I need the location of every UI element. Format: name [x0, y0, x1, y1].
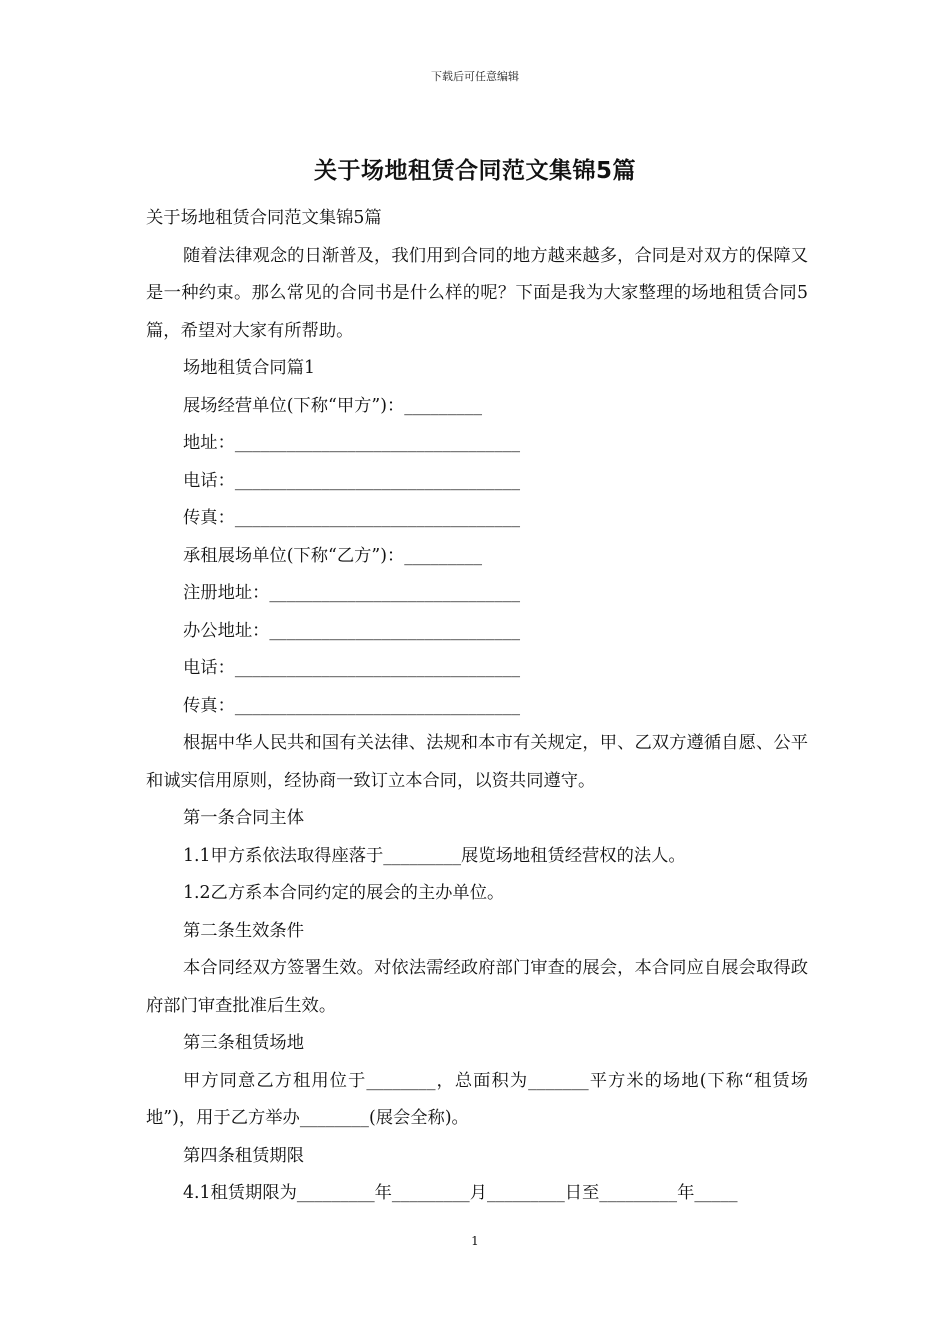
article-1-1: 1.1甲方系依法取得座落于_________展览场地租赁经营权的法人。	[183, 845, 686, 866]
party-b-fax: 传真：_________________________________	[183, 695, 520, 716]
party-b-phone: 电话：_________________________________	[183, 658, 520, 678]
party-a-phone: 电话：_________________________________	[183, 470, 520, 491]
article-3-text: 甲方同意乙方租用位于________，总面积为_______平方米的场地(下称“租赁场地”)，用于乙方举办________(展会全称)。	[146, 1070, 808, 1128]
document-body	[146, 200, 808, 1213]
contract-heading: 场地租赁合同篇1	[183, 358, 315, 378]
article-2-heading: 第二条生效条件	[183, 920, 304, 941]
article-1-heading: 第一条合同主体	[183, 808, 304, 828]
party-a-line: 展场经营单位(下称“甲方”)：_________	[183, 395, 483, 416]
article-1-2: 1.2乙方系本合同约定的展会的主办单位。	[183, 883, 505, 903]
subtitle: 关于场地租赁合同范文集锦5篇	[146, 208, 382, 228]
article-3-heading: 第三条租赁场地	[183, 1033, 304, 1053]
party-b-reg-address: 注册地址：_____________________________	[183, 583, 520, 603]
header-note: 下载后可任意编辑	[431, 70, 519, 83]
party-b-office-address: 办公地址：_____________________________	[183, 620, 520, 641]
party-b-line: 承租展场单位(下称“乙方”)：_________	[183, 545, 483, 566]
article-4-1: 4.1租赁期限为_________年_________月_________日至_________年_____	[183, 1183, 738, 1203]
party-a-fax: 传真：_________________________________	[183, 508, 520, 528]
article-2-text: 本合同经双方签署生效。对依法需经政府部门审查的展会，本合同应自展会取得政府部门审查批准后生效。	[146, 958, 808, 1016]
basis-paragraph: 根据中华人民共和国有关法律、法规和本市有关规定，甲、乙双方遵循自愿、公平和诚实信用原则，经协商一致订立本合同，以资共同遵守。	[146, 733, 808, 791]
document-title: 关于场地租赁合同范文集锦5篇	[313, 158, 636, 184]
party-a-address: 地址：_________________________________	[183, 433, 520, 453]
intro-paragraph: 随着法律观念的日渐普及，我们用到合同的地方越来越多，合同是对双方的保障又是一种约束。那么常见的合同书是什么样的呢？下面是我为大家整理的场地租赁合同5篇，希望对大家有所帮助。	[146, 245, 808, 341]
article-4-heading: 第四条租赁期限	[183, 1145, 304, 1166]
page-number: 1	[471, 1234, 479, 1248]
